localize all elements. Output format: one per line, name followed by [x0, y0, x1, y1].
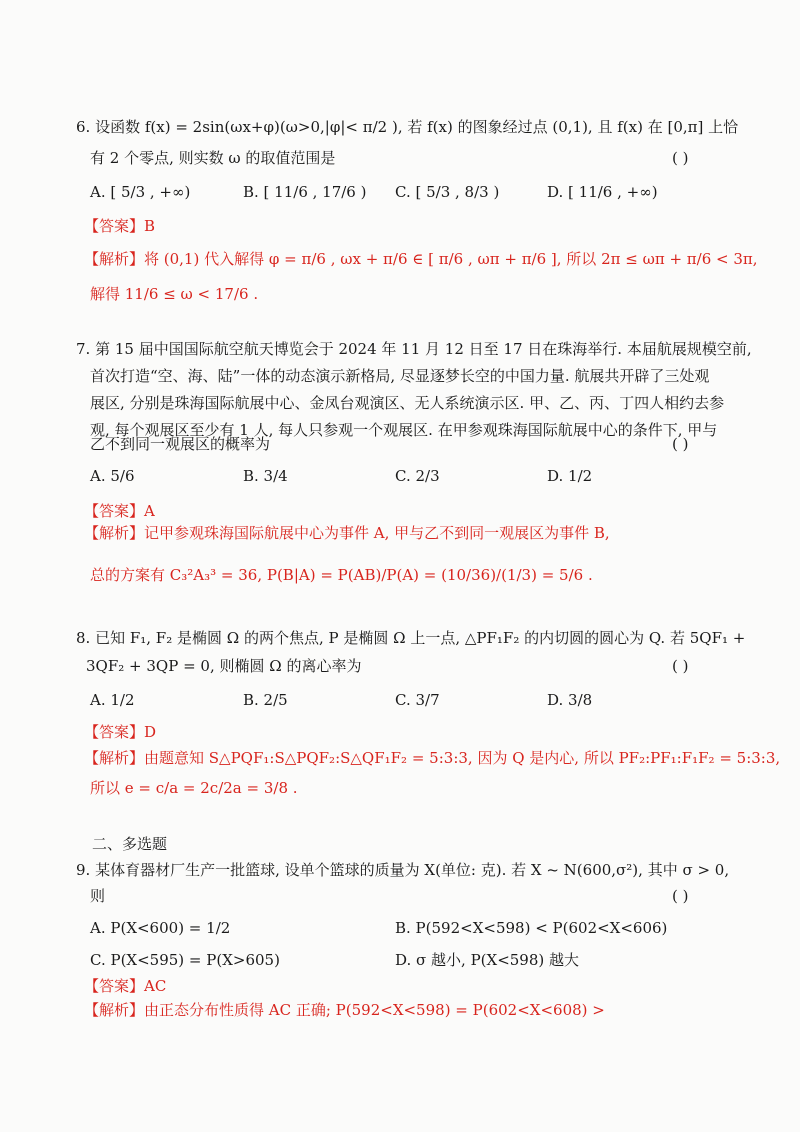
q9-option-b: B. P(592<X<598) < P(602<X<606): [395, 919, 668, 937]
q6-stem-line1: 6. 设函数 f(x) = 2sin(ωx+φ)(ω>0,|φ|< π/2 ), 若 f(x) 的图象经过点 (0,1), 且 f(x) 在 [0,π] 上恰: [76, 118, 739, 136]
q7-stem-line2: 首次打造“空、海、陆”一体的动态演示新格局, 尽显逐梦长空的中国力量. 航展共开辟了三处观: [90, 367, 710, 385]
q6-analysis-line1: 【解析】将 (0,1) 代入解得 φ = π/6 , ωx + π/6 ∈ [ π/6 , ωπ + π/6 ], 所以 2π ≤ ωπ + π/6 < 3π,: [84, 250, 758, 268]
q8-analysis-line2: 所以 e = c/a = 2c/2a = 3/8 .: [90, 779, 298, 797]
q7-option-b: B. 3/4: [243, 467, 288, 485]
q7-analysis-line2: 总的方案有 C₃²A₃³ = 36, P(B|A) = P(AB)/P(A) = (10/36)/(1/3) = 5/6 .: [90, 566, 593, 584]
q7-option-c: C. 2/3: [395, 467, 440, 485]
q9-answer-bracket: ( ): [672, 887, 689, 905]
q7-answer: 【答案】A: [84, 502, 155, 520]
q9-option-a: A. P(X<600) = 1/2: [90, 919, 231, 937]
q8-stem-line1: 8. 已知 F₁, F₂ 是椭圆 Ω 的两个焦点, P 是椭圆 Ω 上一点, △PF₁F₂ 的内切圆的圆心为 Q. 若 5QF₁ +: [76, 629, 746, 647]
q9-option-d: D. σ 越小, P(X<598) 越大: [395, 951, 580, 969]
q6-option-d: D. [ 11/6 , +∞): [547, 183, 658, 201]
q6-analysis-line2: 解得 11/6 ≤ ω < 17/6 .: [90, 285, 259, 303]
q8-stem-line2: 3QF₂ + 3QP = 0, 则椭圆 Ω 的离心率为: [86, 657, 362, 675]
q8-option-b: B. 2/5: [243, 691, 288, 709]
q9-analysis-line1: 【解析】由正态分布性质得 AC 正确; P(592<X<598) = P(602<X<608) >: [84, 1001, 605, 1019]
q8-answer-bracket: ( ): [672, 657, 689, 675]
q8-analysis-line1: 【解析】由题意知 S△PQF₁:S△PQF₂:S△QF₁F₂ = 5:3:3, 因为 Q 是内心, 所以 PF₂:PF₁:F₁F₂ = 5:3:3,: [84, 749, 781, 767]
q6-stem-line2: 有 2 个零点, 则实数 ω 的取值范围是: [90, 149, 336, 167]
q6-answer-bracket: ( ): [672, 149, 689, 167]
q7-answer-bracket: ( ): [672, 435, 689, 453]
q6-option-c: C. [ 5/3 , 8/3 ): [395, 183, 500, 201]
q9-option-c: C. P(X<595) = P(X>605): [90, 951, 280, 969]
q8-option-a: A. 1/2: [90, 691, 135, 709]
q8-option-d: D. 3/8: [547, 691, 593, 709]
q9-stem-line1: 9. 某体育器材厂生产一批篮球, 设单个篮球的质量为 X(单位: 克). 若 X ~ N(600,σ²), 其中 σ > 0,: [76, 861, 730, 879]
q9-stem-line2: 则: [90, 887, 106, 905]
q6-answer: 【答案】B: [84, 217, 156, 235]
q7-stem-line5: 乙不到同一观展区的概率为: [90, 435, 271, 453]
q8-answer: 【答案】D: [84, 723, 157, 741]
q7-option-d: D. 1/2: [547, 467, 593, 485]
section-title-multi-choice: 二、多选题: [92, 835, 168, 853]
q7-option-a: A. 5/6: [90, 467, 135, 485]
q9-answer: 【答案】AC: [84, 977, 167, 995]
q6-option-b: B. [ 11/6 , 17/6 ): [243, 183, 367, 201]
q7-stem-line1: 7. 第 15 届中国国际航空航天博览会于 2024 年 11 月 12 日至 17 日在珠海举行. 本届航展规模空前,: [76, 340, 752, 358]
q7-stem-line4: 观, 每个观展区至少有 1 人, 每人只参观一个观展区. 在甲参观珠海国际航展中心的条件下, 甲与: [90, 421, 718, 439]
q6-option-a: A. [ 5/3 , +∞): [90, 183, 191, 201]
q8-option-c: C. 3/7: [395, 691, 440, 709]
q7-analysis-line1: 【解析】记甲参观珠海国际航展中心为事件 A, 甲与乙不到同一观展区为事件 B,: [84, 524, 610, 542]
q7-stem-line3: 展区, 分别是珠海国际航展中心、金凤台观演区、无人系统演示区. 甲、乙、丙、丁四人相约去参: [90, 394, 725, 412]
